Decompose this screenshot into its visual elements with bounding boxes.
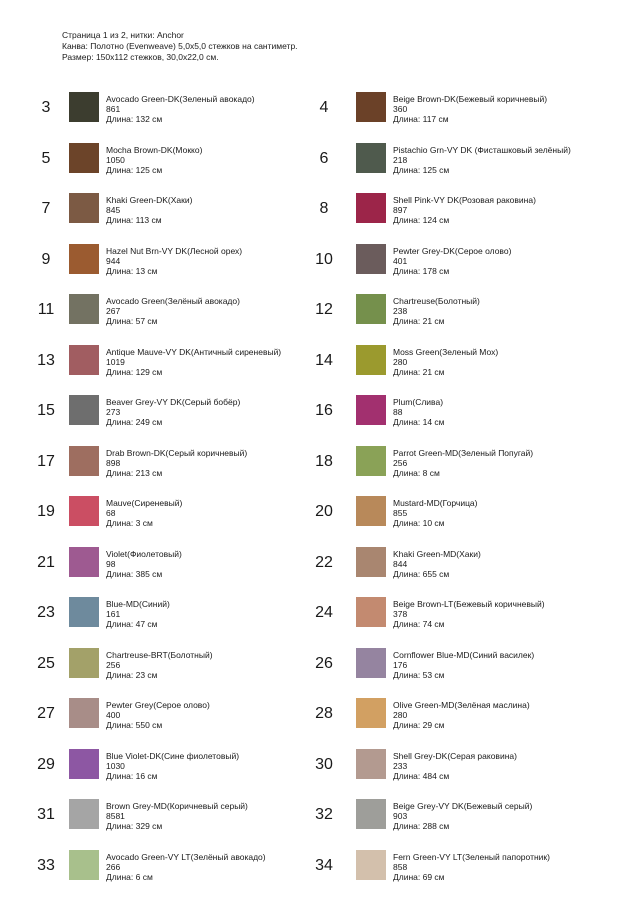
thread-code: 1019: [106, 356, 125, 367]
legend-row: [0, 341, 636, 392]
thread-info: [393, 448, 533, 478]
thread-name: Parrot Green-MD(Зеленый Попугай): [393, 447, 534, 458]
color-swatch: [69, 496, 99, 526]
legend-row: [0, 593, 636, 644]
thread-info: [393, 498, 478, 528]
thread-name: Chartreuse-BRT(Болотный): [106, 649, 213, 660]
thread-item: [290, 139, 636, 189]
thread-item: [290, 795, 636, 845]
legend-row: [0, 139, 636, 190]
thread-symbol-number: 34: [315, 856, 333, 874]
thread-length: Длина: 655 см: [393, 568, 450, 579]
color-swatch: [69, 244, 99, 274]
thread-name: Avocado Green(Зелёный авокадо): [106, 296, 240, 306]
thread-item: [0, 543, 320, 593]
thread-item: [0, 189, 320, 239]
thread-length: Длина: 550 см: [106, 720, 163, 730]
thread-name: Khaki Green-DK(Хаки): [106, 195, 193, 205]
color-swatch: [69, 446, 99, 476]
thread-info: [106, 751, 239, 781]
color-swatch: [356, 496, 386, 526]
thread-symbol-number: 19: [37, 503, 55, 520]
thread-symbol-number: 25: [37, 654, 55, 672]
thread-code: 176: [393, 659, 408, 670]
color-swatch: [356, 395, 386, 425]
thread-symbol-number: 30: [315, 755, 333, 773]
thread-code: 280: [393, 710, 408, 720]
thread-symbol-number: 5: [41, 149, 51, 167]
thread-item: [0, 795, 320, 845]
color-swatch: [356, 648, 386, 678]
color-swatch: [69, 648, 99, 678]
color-swatch: [69, 395, 99, 425]
thread-symbol-number: 17: [37, 452, 55, 470]
thread-name: Avocado Green-DK(Зеленый авокадо): [106, 94, 255, 104]
thread-length: Длина: 21 см: [393, 366, 445, 377]
thread-name: Pewter Grey(Серое олово): [106, 700, 210, 710]
legend-row: [0, 846, 636, 897]
thread-length: Длина: 178 см: [393, 265, 450, 276]
thread-name: Brown Grey-MD(Коричневый серый): [106, 801, 248, 811]
legend-row: [0, 290, 636, 341]
thread-name: Hazel Nut Brn-VY DK(Лесной орех): [106, 245, 243, 256]
thread-info: [393, 751, 517, 781]
thread-code: 238: [393, 306, 408, 316]
legend-row: [0, 745, 636, 796]
thread-length: Длина: 125 см: [106, 164, 163, 175]
thread-length: Длина: 14 см: [393, 417, 445, 427]
thread-code: 8581: [106, 811, 125, 821]
thread-item: [290, 88, 636, 138]
thread-name: Drab Brown-DK(Серый коричневый): [106, 447, 248, 458]
thread-symbol-number: 16: [315, 402, 333, 419]
thread-info: [393, 347, 498, 377]
thread-code: 98: [106, 558, 116, 569]
thread-name: Khaki Green-MD(Хаки): [393, 548, 481, 559]
thread-code: 858: [393, 861, 408, 872]
thread-symbol-number: 11: [37, 301, 55, 318]
thread-name: Fern Green-VY LT(Зеленый папоротник): [393, 851, 550, 862]
thread-symbol-number: 31: [37, 806, 55, 823]
color-swatch: [69, 92, 99, 122]
thread-length: Длина: 129 см: [106, 366, 163, 377]
thread-code: 233: [393, 760, 408, 771]
thread-length: Длина: 484 см: [393, 770, 450, 781]
thread-length: Длина: 329 см: [106, 821, 163, 831]
color-swatch: [356, 698, 386, 728]
thread-item: [290, 694, 636, 744]
thread-name: Cornflower Blue-MD(Синий василек): [393, 649, 535, 660]
thread-item: [290, 341, 636, 391]
legend-row: [0, 391, 636, 442]
thread-info: [393, 852, 550, 882]
thread-symbol-number: 24: [315, 604, 333, 621]
thread-length: Длина: 249 см: [106, 417, 163, 427]
thread-name: Violet(Фиолетовый): [106, 548, 182, 559]
thread-item: [0, 644, 320, 694]
thread-symbol-number: 29: [37, 755, 55, 773]
legend-row: [0, 644, 636, 695]
thread-length: Длина: 13 см: [106, 265, 158, 276]
color-swatch: [69, 294, 99, 324]
legend-row: [0, 543, 636, 594]
thread-item: [290, 644, 636, 694]
thread-info: [393, 700, 530, 730]
thread-symbol-number: 3: [41, 99, 51, 116]
color-swatch: [356, 345, 386, 375]
color-swatch: [356, 547, 386, 577]
thread-symbol-number: 28: [315, 705, 333, 722]
thread-code: 903: [393, 811, 408, 821]
thread-length: Длина: 213 см: [106, 467, 163, 478]
thread-info: [393, 145, 571, 175]
thread-code: 1030: [106, 760, 125, 771]
thread-length: Длина: 3 см: [106, 518, 153, 528]
thread-item: [290, 543, 636, 593]
thread-code: 161: [106, 609, 121, 619]
color-swatch: [356, 143, 386, 173]
color-swatch: [356, 446, 386, 476]
thread-item: [0, 290, 320, 340]
thread-name: Shell Pink-VY DK(Розовая раковина): [393, 195, 536, 205]
page-header: [62, 30, 298, 63]
thread-info: [393, 397, 445, 427]
legend-row: [0, 492, 636, 543]
thread-info: [106, 397, 240, 427]
thread-length: Длина: 385 см: [106, 568, 163, 579]
thread-item: [290, 290, 636, 340]
thread-name: Beaver Grey-VY DK(Серый бобёр): [106, 397, 241, 407]
legend-row: [0, 240, 636, 291]
thread-length: Длина: 124 см: [393, 215, 450, 225]
thread-symbol-number: 12: [315, 301, 333, 318]
thread-length: Длина: 47 см: [106, 619, 158, 629]
thread-length: Длина: 21 см: [393, 316, 445, 326]
thread-info: [106, 246, 242, 276]
thread-symbol-number: 14: [315, 351, 333, 369]
color-swatch: [69, 143, 99, 173]
color-swatch: [356, 850, 386, 880]
thread-code: 378: [393, 609, 408, 619]
thread-length: Длина: 132 см: [106, 114, 163, 124]
color-swatch: [356, 244, 386, 274]
thread-item: [0, 341, 320, 391]
color-swatch: [69, 698, 99, 728]
color-swatch: [69, 597, 99, 627]
thread-length: Длина: 6 см: [106, 871, 153, 882]
thread-symbol-number: 4: [319, 99, 329, 116]
legend-row: [0, 694, 636, 745]
thread-name: Pistachio Grn-VY DK (Фисташковый зелёный): [393, 144, 571, 155]
color-swatch: [69, 547, 99, 577]
thread-item: [290, 846, 636, 896]
thread-info: [393, 94, 547, 124]
thread-length: Длина: 74 см: [393, 619, 445, 629]
thread-item: [0, 240, 320, 290]
color-swatch: [356, 799, 386, 829]
legend-row: [0, 442, 636, 493]
thread-symbol-number: 21: [37, 553, 55, 571]
thread-symbol-number: 13: [37, 351, 55, 369]
thread-symbol-number: 10: [315, 250, 333, 268]
thread-info: [393, 246, 511, 276]
thread-item: [0, 694, 320, 744]
thread-symbol-number: 8: [319, 200, 329, 217]
thread-symbol-number: 9: [41, 250, 51, 268]
thread-item: [290, 240, 636, 290]
thread-code: 898: [106, 457, 121, 468]
thread-symbol-number: 22: [315, 553, 333, 571]
thread-info: [106, 700, 210, 730]
thread-length: Длина: 113 см: [106, 215, 162, 225]
thread-name: Mocha Brown-DK(Мокко): [106, 144, 203, 155]
thread-info: [393, 296, 480, 326]
thread-info: [393, 195, 536, 225]
color-swatch: [356, 294, 386, 324]
color-swatch: [69, 799, 99, 829]
thread-symbol-number: 18: [315, 452, 333, 470]
thread-code: 845: [106, 205, 121, 215]
header-page-info: Страница 1 из 2, нитки: Anchor: [62, 30, 184, 40]
thread-symbol-number: 6: [319, 149, 329, 167]
thread-name: Shell Grey-DK(Серая раковина): [393, 750, 517, 761]
color-swatch: [356, 92, 386, 122]
thread-symbol-number: 27: [37, 705, 55, 722]
thread-item: [0, 88, 320, 138]
thread-item: [290, 492, 636, 542]
thread-item: [0, 846, 320, 896]
thread-length: Длина: 125 см: [393, 164, 450, 175]
thread-code: 944: [106, 255, 121, 266]
thread-code: 861: [106, 104, 121, 114]
thread-code: 267: [106, 306, 121, 316]
thread-item: [290, 593, 636, 643]
thread-symbol-number: 23: [37, 604, 55, 621]
thread-length: Длина: 23 см: [106, 669, 158, 680]
thread-item: [290, 391, 636, 441]
thread-info: [393, 650, 534, 680]
thread-name: Blue-MD(Синий): [106, 599, 170, 609]
thread-name: Pewter Grey-DK(Серое олово): [393, 245, 512, 256]
thread-symbol-number: 15: [37, 402, 55, 419]
thread-symbol-number: 7: [41, 200, 51, 217]
color-swatch: [356, 193, 386, 223]
legend-row: [0, 189, 636, 240]
thread-code: 360: [393, 104, 408, 114]
thread-info: [106, 448, 247, 478]
thread-code: 401: [393, 255, 408, 266]
thread-code: 280: [393, 356, 408, 367]
thread-item: [0, 593, 320, 643]
thread-code: 1050: [106, 154, 125, 165]
thread-code: 273: [106, 407, 121, 417]
thread-code: 68: [106, 508, 116, 518]
thread-name: Beige Brown-LT(Бежевый коричневый): [393, 599, 545, 609]
thread-code: 400: [106, 710, 121, 720]
thread-name: Mauve(Сиреневый): [106, 498, 183, 508]
header-canvas-info: Канва: Полотно (Evenweave) 5,0x5,0 стежков на сантиметр.: [62, 41, 298, 51]
thread-name: Beige Grey-VY DK(Бежевый серый): [393, 801, 533, 811]
thread-info: [393, 549, 481, 579]
thread-info: [106, 549, 182, 579]
thread-info: [106, 498, 182, 528]
thread-symbol-number: 26: [315, 654, 333, 672]
thread-name: Plum(Слива): [393, 397, 444, 407]
thread-length: Длина: 69 см: [393, 871, 445, 882]
thread-info: [106, 94, 255, 124]
color-swatch: [356, 597, 386, 627]
color-swatch: [356, 749, 386, 779]
legend-row: [0, 795, 636, 846]
color-swatch: [69, 749, 99, 779]
thread-code: 844: [393, 558, 408, 569]
header-size-info: Размер: 150x112 стежков, 30,0x22,0 см.: [62, 52, 219, 62]
thread-item: [0, 745, 320, 795]
thread-info: [393, 599, 545, 629]
thread-info: [106, 145, 202, 175]
thread-name: Beige Brown-DK(Бежевый коричневый): [393, 94, 548, 104]
thread-code: 897: [393, 205, 408, 215]
thread-name: Avocado Green-VY LT(Зелёный авокадо): [106, 851, 266, 862]
color-swatch: [69, 193, 99, 223]
thread-name: Olive Green-MD(Зелёная маслина): [393, 700, 530, 710]
thread-length: Длина: 53 см: [393, 669, 445, 680]
thread-info: [106, 650, 213, 680]
thread-info: [106, 599, 170, 629]
thread-info: [393, 801, 532, 831]
thread-name: Moss Green(Зеленый Мох): [393, 346, 499, 357]
thread-length: Длина: 10 см: [393, 518, 445, 528]
thread-info: [106, 195, 192, 225]
thread-code: 855: [393, 508, 408, 518]
thread-code: 256: [393, 457, 408, 468]
thread-info: [106, 296, 240, 326]
thread-symbol-number: 33: [37, 856, 55, 874]
thread-length: Длина: 288 см: [393, 821, 450, 831]
thread-info: [106, 347, 281, 377]
thread-length: Длина: 29 см: [393, 720, 445, 730]
color-swatch: [69, 345, 99, 375]
legend-row: [0, 88, 636, 139]
thread-item: [290, 745, 636, 795]
thread-info: [106, 852, 266, 882]
thread-code: 88: [393, 407, 403, 417]
thread-item: [290, 442, 636, 492]
thread-code: 266: [106, 861, 121, 872]
thread-symbol-number: 20: [315, 503, 333, 520]
thread-item: [0, 492, 320, 542]
thread-name: Chartreuse(Болотный): [393, 296, 480, 306]
thread-info: [106, 801, 248, 831]
thread-length: Длина: 8 см: [393, 467, 440, 478]
thread-item: [290, 189, 636, 239]
thread-code: 256: [106, 659, 121, 670]
thread-code: 218: [393, 154, 408, 165]
thread-length: Длина: 16 см: [106, 770, 158, 781]
thread-name: Antique Mauve-VY DK(Античный сиреневый): [106, 346, 282, 357]
thread-name: Blue Violet-DK(Сине фиолетовый): [106, 750, 240, 761]
thread-name: Mustard-MD(Горчица): [393, 498, 478, 508]
thread-length: Длина: 57 см: [106, 316, 158, 326]
thread-symbol-number: 32: [315, 806, 333, 823]
thread-item: [0, 442, 320, 492]
thread-length: Длина: 117 см: [393, 114, 449, 124]
thread-item: [0, 391, 320, 441]
color-swatch: [69, 850, 99, 880]
thread-item: [0, 139, 320, 189]
thread-legend-grid: [0, 88, 636, 896]
